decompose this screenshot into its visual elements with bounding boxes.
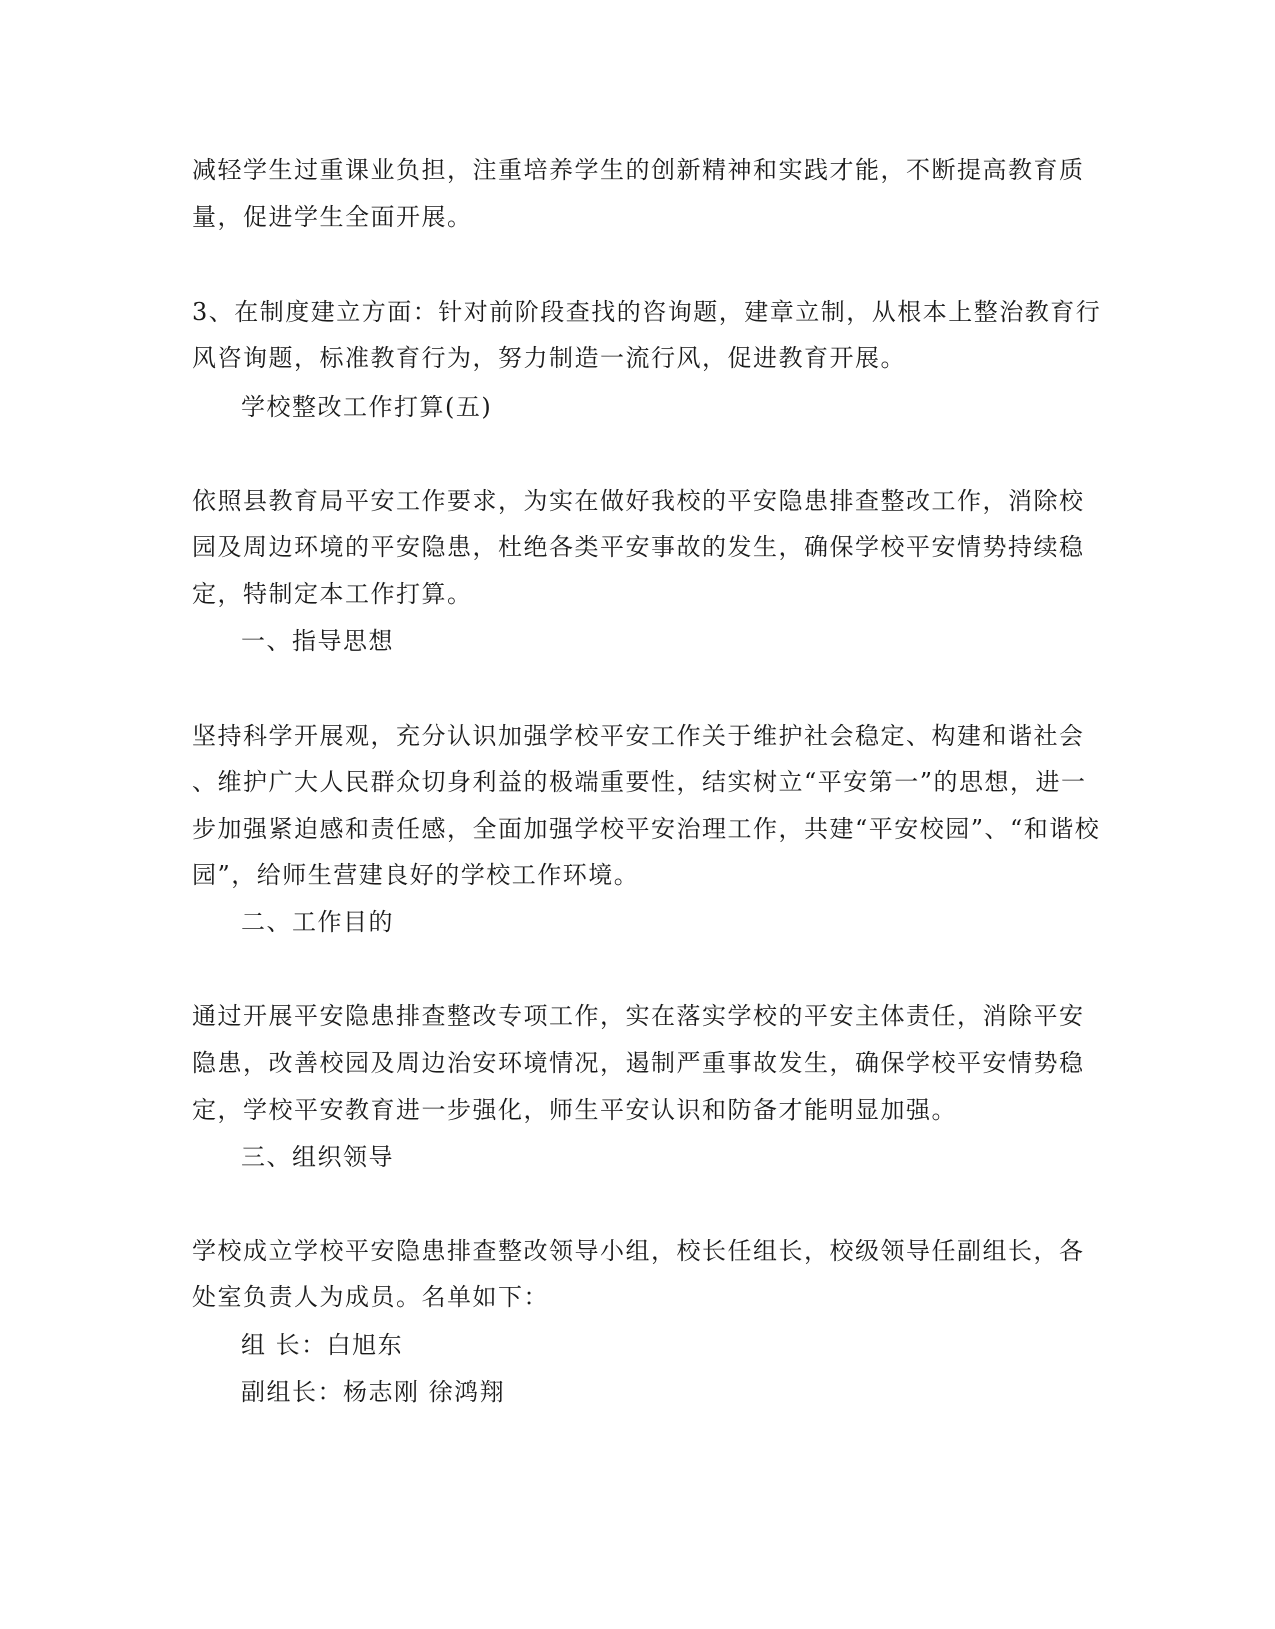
paragraph-line: 减轻学生过重课业负担，注重培养学生的创新精神和实践才能，不断提高教育质 <box>192 156 1085 184</box>
paragraph-line: 量，促进学生全面开展。 <box>192 203 473 231</box>
section-title: 学校整改工作打算(五) <box>241 393 493 421</box>
paragraph-line: 定，学校平安教育进一步强化，师生平安认识和防备才能明显加强。 <box>192 1096 957 1124</box>
paragraph-line: 处室负责人为成员。名单如下： <box>192 1283 549 1311</box>
section-heading: 二、工作目的 <box>241 908 394 936</box>
paragraph-line: 隐患，改善校园及周边治安环境情况，遏制严重事故发生，确保学校平安情势稳 <box>192 1049 1085 1077</box>
paragraph-line: 依照县教育局平安工作要求，为实在做好我校的平安隐患排查整改工作，消除校 <box>192 487 1085 515</box>
member-line: 副组长：杨志刚 徐鸿翔 <box>241 1378 506 1406</box>
paragraph-line: 3、在制度建立方面：针对前阶段查找的咨询题，建章立制，从根本上整治教育行 <box>192 298 1102 326</box>
paragraph-line: 学校成立学校平安隐患排查整改领导小组，校长任组长，校级领导任副组长，各 <box>192 1237 1085 1265</box>
paragraph-line: 、维护广大人民群众切身利益的极端重要性，结实树立“平安第一”的思想，进一 <box>192 768 1087 796</box>
paragraph-line: 风咨询题，标准教育行为，努力制造一流行风，促进教育开展。 <box>192 344 906 372</box>
paragraph-line: 园及周边环境的平安隐患，杜绝各类平安事故的发生，确保学校平安情势持续稳 <box>192 533 1085 561</box>
paragraph-line: 定，特制定本工作打算。 <box>192 580 473 608</box>
paragraph-line: 通过开展平安隐患排查整改专项工作，实在落实学校的平安主体责任，消除平安 <box>192 1002 1085 1030</box>
section-heading: 三、组织领导 <box>241 1143 394 1171</box>
paragraph-line: 步加强紧迫感和责任感，全面加强学校平安治理工作，共建“平安校园”、“和谐校 <box>192 815 1101 843</box>
paragraph-line: 坚持科学开展观，充分认识加强学校平安工作关于维护社会稳定、构建和谐社会 <box>192 722 1085 750</box>
paragraph-line: 园”，给师生营建良好的学校工作环境。 <box>192 861 640 889</box>
section-heading: 一、指导思想 <box>241 627 394 655</box>
member-line: 组 长：白旭东 <box>241 1331 404 1359</box>
